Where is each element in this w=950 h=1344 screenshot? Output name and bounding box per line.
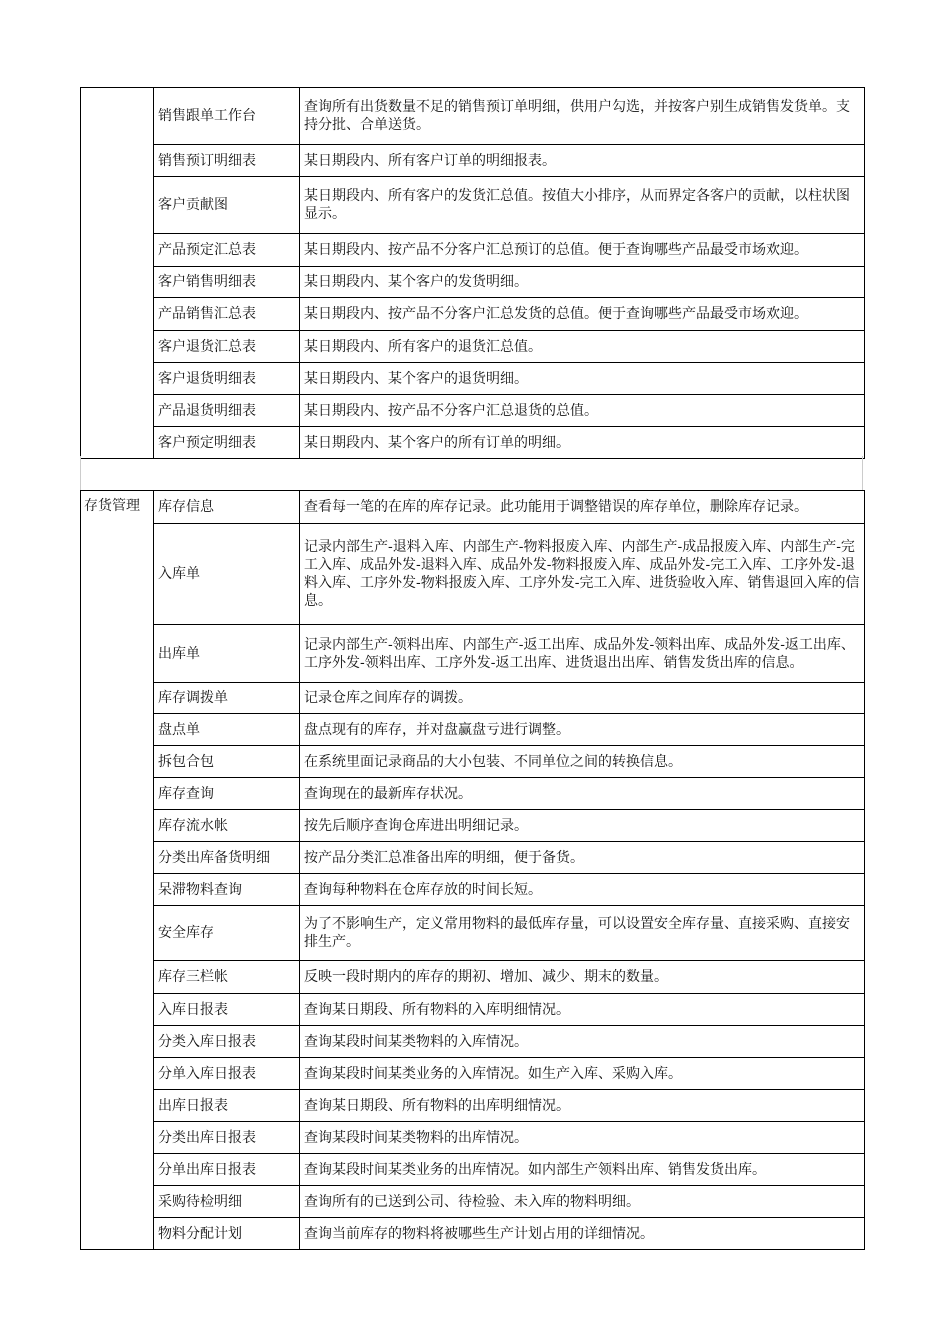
table-row (81, 1218, 865, 1250)
function-description-cell: 某日期段内、所有客户的退货汇总值。 (300, 331, 865, 363)
function-description-cell: 盘点现有的库存，并对盘赢盘亏进行调整。 (300, 714, 865, 746)
function-description-cell: 某日期段内、某个客户的发货明细。 (300, 267, 865, 298)
function-description-cell: 查询每种物料在仓库存放的时间长短。 (300, 874, 865, 906)
function-name-cell: 分单入库日报表 (154, 1058, 300, 1090)
table-row (81, 427, 865, 459)
table-row (81, 491, 865, 524)
function-description-cell: 查询所有的已送到公司、待检验、未入库的物料明细。 (300, 1186, 865, 1218)
function-description-cell: 在系统里面记录商品的大小包装、不同单位之间的转换信息。 (300, 746, 865, 778)
table-row (81, 331, 865, 363)
function-name-cell: 盘点单 (154, 714, 300, 746)
function-description-cell: 按先后顺序查询仓库进出明细记录。 (300, 810, 865, 842)
function-description-cell: 某日期段内、某个客户的退货明细。 (300, 363, 865, 395)
table-row (81, 994, 865, 1026)
module-category-cell: 存货管理 (81, 491, 154, 1250)
function-name-cell: 拆包合包 (154, 746, 300, 778)
table-row (81, 145, 865, 177)
function-name-cell: 库存信息 (154, 491, 300, 524)
table-row (81, 177, 865, 234)
table-row (81, 1058, 865, 1090)
function-name-cell: 分类入库日报表 (154, 1026, 300, 1058)
function-name-cell: 销售预订明细表 (154, 145, 300, 177)
table-row (81, 874, 865, 906)
function-description-cell: 查询某日期段、所有物料的入库明细情况。 (300, 994, 865, 1026)
function-description-cell: 为了不影响生产，定义常用物料的最低库存量，可以设置安全库存量、直接采购、直接安排生产。 (300, 906, 865, 961)
function-name-cell: 客户退货明细表 (154, 363, 300, 395)
function-name-cell: 产品销售汇总表 (154, 298, 300, 331)
function-name-cell: 分类出库日报表 (154, 1122, 300, 1154)
function-name-cell: 客户贡献图 (154, 177, 300, 234)
function-description-cell: 查询某段时间某类业务的出库情况。如内部生产领料出库、销售发货出库。 (300, 1154, 865, 1186)
inventory-management-table (80, 490, 865, 1250)
function-name-cell: 安全库存 (154, 906, 300, 961)
table-row (81, 778, 865, 810)
function-name-cell: 库存流水帐 (154, 810, 300, 842)
function-name-cell: 分单出库日报表 (154, 1154, 300, 1186)
function-description-cell: 按产品分类汇总准备出库的明细，便于备货。 (300, 842, 865, 874)
function-description-cell: 查询某段时间某类物料的出库情况。 (300, 1122, 865, 1154)
function-name-cell: 客户退货汇总表 (154, 331, 300, 363)
table-row (81, 395, 865, 427)
function-description-cell: 某日期段内、某个客户的所有订单的明细。 (300, 427, 865, 459)
function-name-cell: 入库日报表 (154, 994, 300, 1026)
function-description-cell: 查询某段时间某类物料的入库情况。 (300, 1026, 865, 1058)
sales-report-table (80, 87, 865, 459)
function-name-cell: 销售跟单工作台 (154, 88, 300, 145)
function-description-cell: 反映一段时期内的库存的期初、增加、减少、期末的数量。 (300, 961, 865, 994)
function-name-cell: 库存查询 (154, 778, 300, 810)
function-name-cell: 分类出库备货明细 (154, 842, 300, 874)
function-description-cell: 某日期段内、所有客户的发货汇总值。按值大小排序，从而界定各客户的贡献，以柱状图显示。 (300, 177, 865, 234)
function-description-cell: 查询某段时间某类业务的入库情况。如生产入库、采购入库。 (300, 1058, 865, 1090)
function-description-cell: 某日期段内、按产品不分客户汇总发货的总值。便于查询哪些产品最受市场欢迎。 (300, 298, 865, 331)
function-name-cell: 库存调拨单 (154, 683, 300, 714)
function-name-cell: 库存三栏帐 (154, 961, 300, 994)
table-row (81, 298, 865, 331)
table-row (81, 625, 865, 683)
function-description-cell: 记录仓库之间库存的调拨。 (300, 683, 865, 714)
function-description-cell: 查询所有出货数量不足的销售预订单明细，供用户勾选，并按客户别生成销售发货单。支持分批、合单送货。 (300, 88, 865, 145)
table-row (81, 267, 865, 298)
table-row (81, 906, 865, 961)
table-row (81, 1090, 865, 1122)
table-row (81, 234, 865, 267)
function-name-cell: 出库日报表 (154, 1090, 300, 1122)
function-name-cell: 产品退货明细表 (154, 395, 300, 427)
function-description-cell: 查看每一笔的在库的库存记录。此功能用于调整错误的库存单位，删除库存记录。 (300, 491, 865, 524)
table-row (81, 88, 865, 145)
table-row (81, 842, 865, 874)
table-row (81, 1122, 865, 1154)
function-name-cell: 物料分配计划 (154, 1218, 300, 1250)
function-description-cell: 记录内部生产-领料出库、内部生产-返工出库、成品外发-领料出库、成品外发-返工出库、工序外发-领料出库、工序外发-返工出库、进货退出出库、销售发货出库的信息。 (300, 625, 865, 683)
function-description-cell: 记录内部生产-退料入库、内部生产-物料报废入库、内部生产-成品报废入库、内部生产-完工入库、成品外发-退料入库、成品外发-物料报废入库、成品外发-完工入库、工序外发-退料入库、工序外发-物料报废入库、工序外发-完工入库、进货验收入库、销售退回入库的信息。 (300, 524, 865, 625)
table-row (81, 524, 865, 625)
table-row (81, 810, 865, 842)
section-gap (80, 456, 863, 490)
table-row (81, 683, 865, 714)
function-name-cell: 客户预定明细表 (154, 427, 300, 459)
function-description-cell: 查询现在的最新库存状况。 (300, 778, 865, 810)
function-name-cell: 出库单 (154, 625, 300, 683)
module-category-cell (81, 88, 154, 459)
table-row (81, 714, 865, 746)
function-name-cell: 采购待检明细 (154, 1186, 300, 1218)
function-description-cell: 查询当前库存的物料将被哪些生产计划占用的详细情况。 (300, 1218, 865, 1250)
function-name-cell: 入库单 (154, 524, 300, 625)
function-name-cell: 呆滞物料查询 (154, 874, 300, 906)
function-description-cell: 某日期段内、按产品不分客户汇总退货的总值。 (300, 395, 865, 427)
table-row (81, 746, 865, 778)
table-row (81, 961, 865, 994)
function-name-cell: 客户销售明细表 (154, 267, 300, 298)
table-row (81, 1154, 865, 1186)
table-row (81, 1026, 865, 1058)
function-description-cell: 某日期段内、所有客户订单的明细报表。 (300, 145, 865, 177)
function-description-cell: 查询某日期段、所有物料的出库明细情况。 (300, 1090, 865, 1122)
function-name-cell: 产品预定汇总表 (154, 234, 300, 267)
function-description-cell: 某日期段内、按产品不分客户汇总预订的总值。便于查询哪些产品最受市场欢迎。 (300, 234, 865, 267)
table-row (81, 363, 865, 395)
table-row (81, 1186, 865, 1218)
